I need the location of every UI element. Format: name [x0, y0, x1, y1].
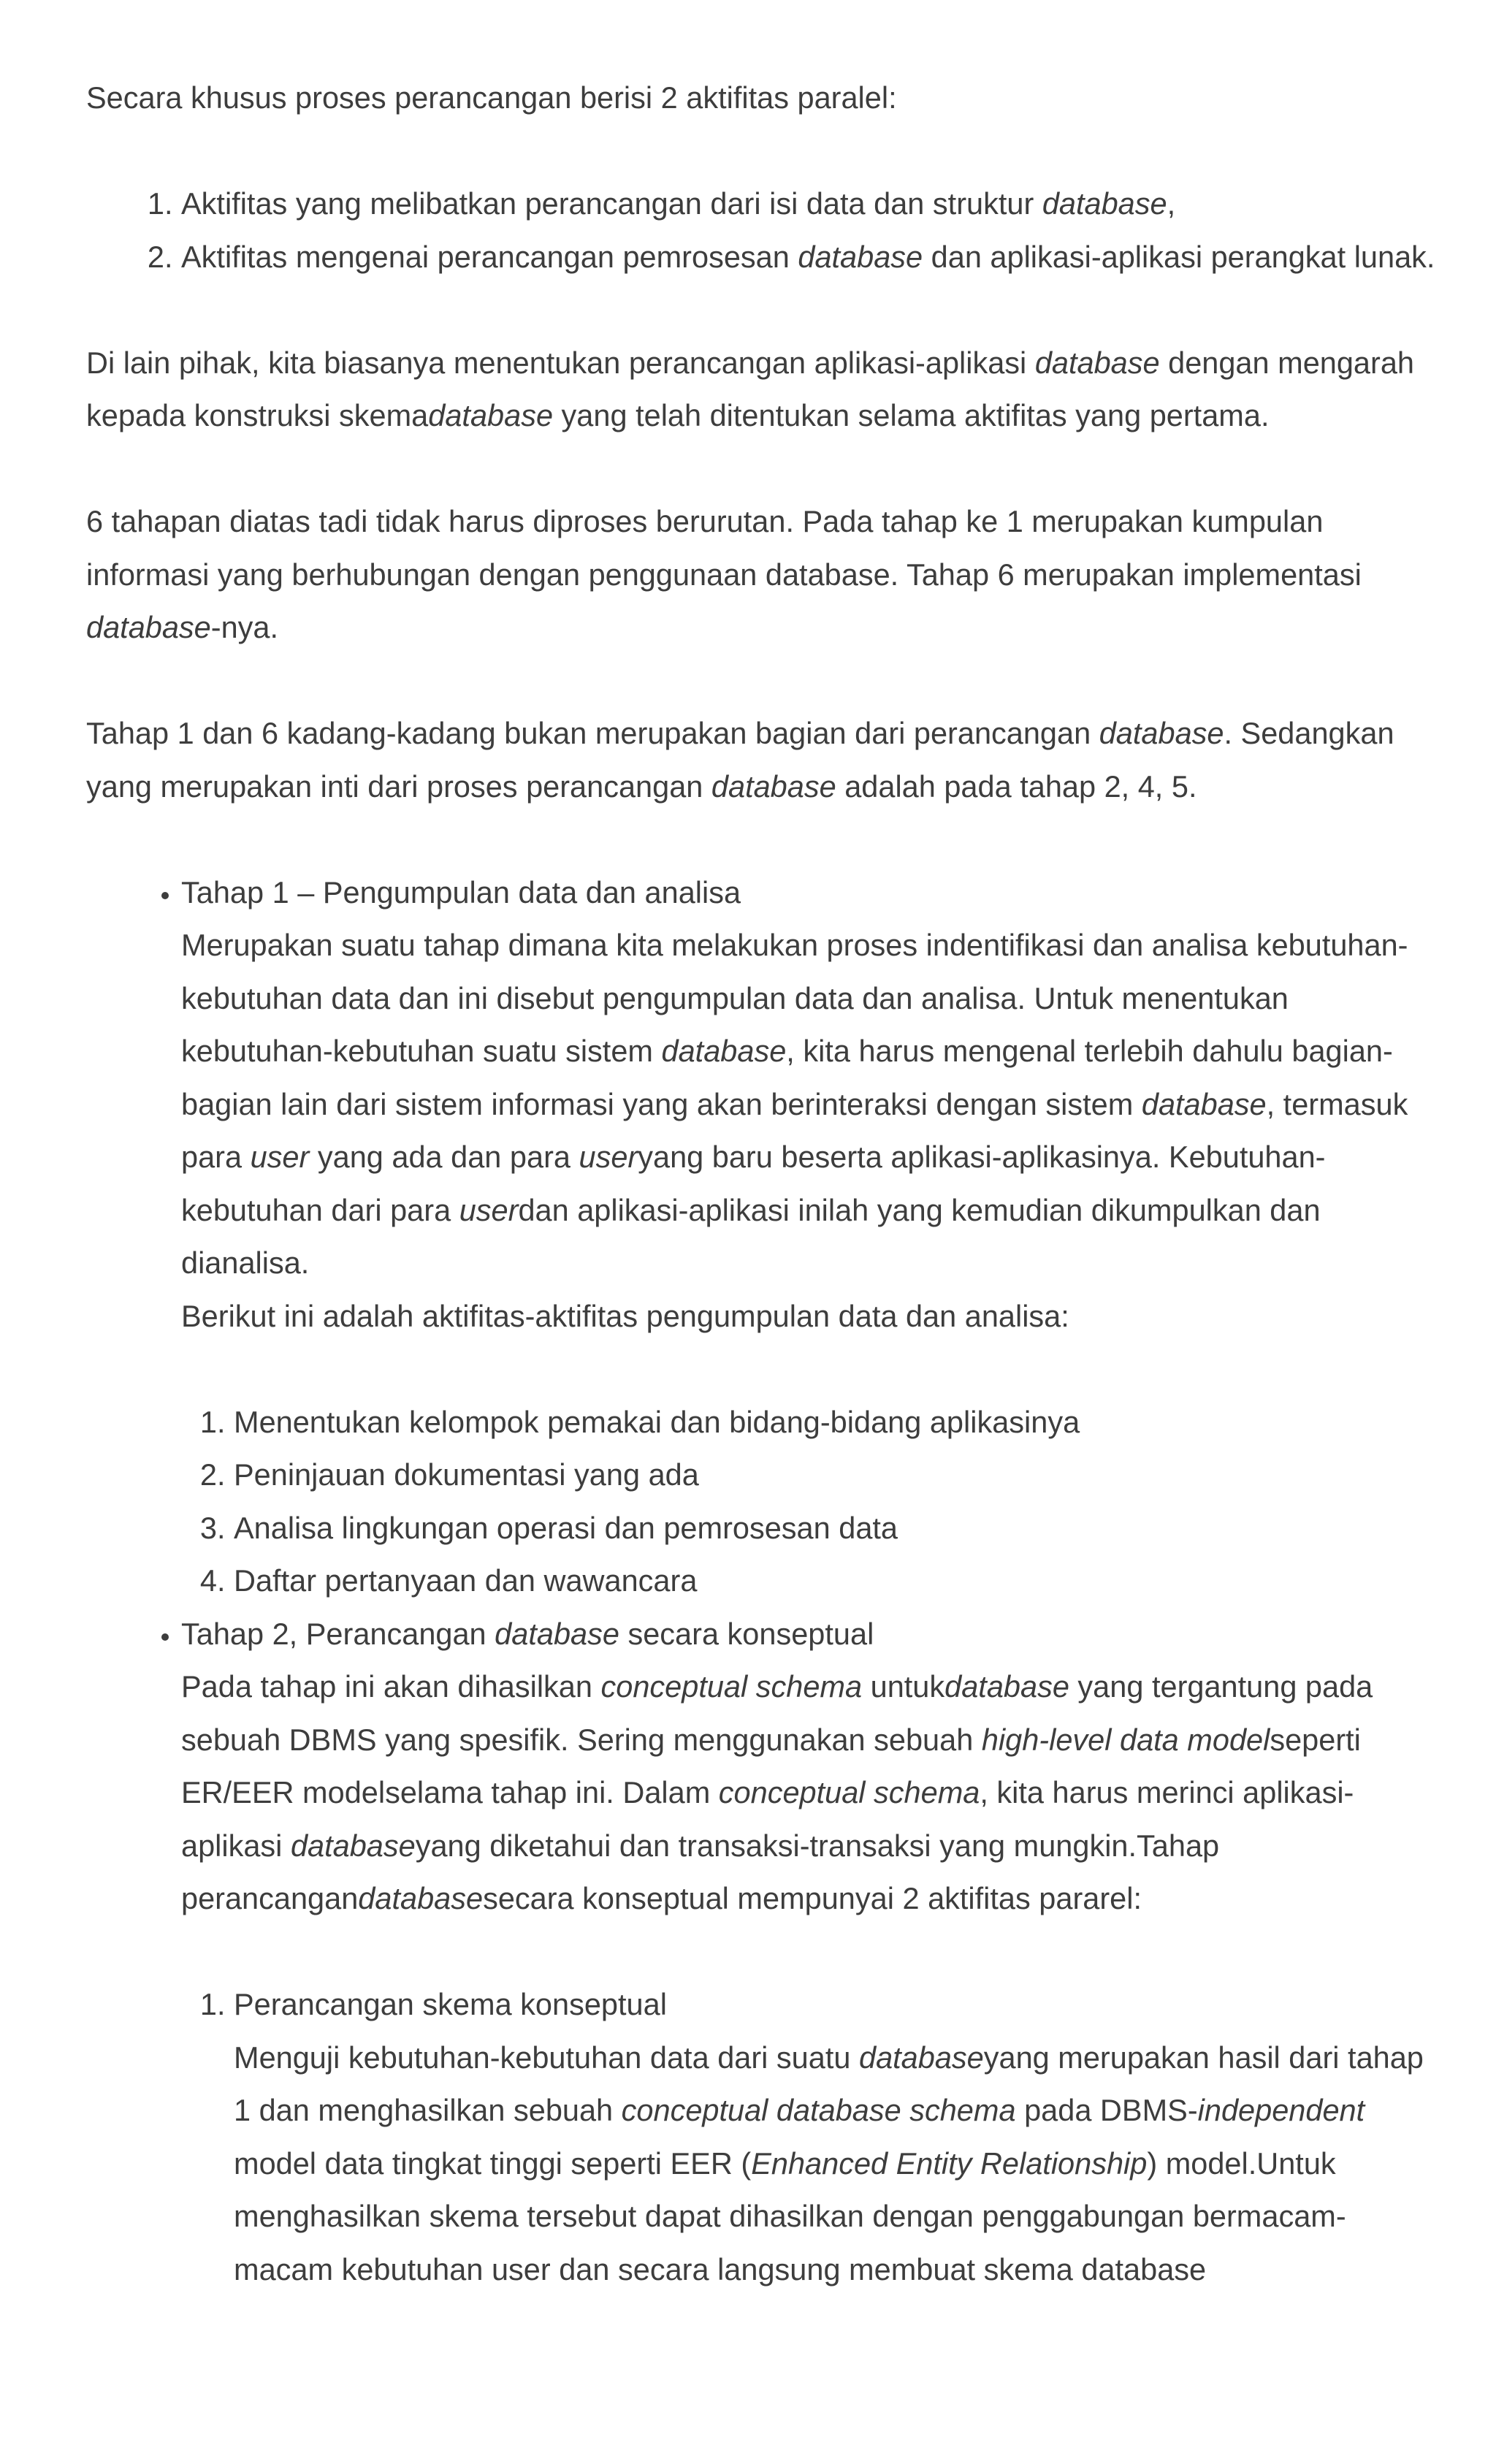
list-item: 3. Analisa lingkungan operasi dan pemrosesan data [234, 1502, 1438, 1555]
stage-item-1 [181, 866, 1438, 1608]
list-item: 4. Daftar pertanyaan dan wawancara [234, 1555, 1438, 1608]
sub-stage-description: Menguji kebutuhan-kebutuhan data dari suatu databaseyang merupakan hasil dari tahap 1 dan menghasilkan sebuah conceptual database schema pada DBMS-independent model data tingkat tinggi seperti EER (Enhanced Entity Relationship) model.Untuk menghasilkan skema tersebut dapat dihasilkan dengan penggabungan bermacam-macam kebutuhan user dan secara langsung membuat skema database [234, 2040, 1424, 2286]
list-item [234, 1978, 1438, 2296]
paragraph-design-application: Di lain pihak, kita biasanya menentukan perancangan aplikasi-aplikasi database dengan mengarah kepada konstruksi skemadatabase yang telah ditentukan selama aktifitas yang pertama. [86, 345, 1414, 432]
stage-description: Merupakan suatu tahap dimana kita melakukan proses indentifikasi dan analisa kebutuhan-kebutuhan data dan ini disebut pengumpulan data dan analisa. Untuk menentukan kebutuhan-kebutuhan suatu sistem database, kita harus mengenal terlebih dahulu bagian-bagian lain dari sistem informasi yang akan berinteraksi dengan sistem database, termasuk para user yang ada dan para useryang baru beserta aplikasi-aplikasinya. Kebutuhan-kebutuhan dari para userdan aplikasi-aplikasi inilah yang kemudian dikumpulkan dan dianalisa. [181, 928, 1408, 1280]
paragraph-core-stages: Tahap 1 dan 6 kadang-kadang bukan merupakan bagian dari perancangan database. Sedangkan yang merupakan inti dari proses perancangan database adalah pada tahap 2, 4, 5. [86, 716, 1394, 804]
conceptual-activities-list [181, 1978, 1438, 2296]
stages-list [86, 866, 1438, 2297]
list-item: 1. Aktifitas yang melibatkan perancangan dari isi data dan struktur database, [181, 178, 1438, 231]
stage-description: Pada tahap ini akan dihasilkan conceptual schema untukdatabase yang tergantung pada sebuah DBMS yang spesifik. Sering menggunakan sebuah high-level data modelseperti ER/EER modelselama tahap ini. Dalam conceptual schema, kita harus merinci aplikasi-aplikasi databaseyang diketahui dan transaksi-transaksi yang mungkin.Tahap perancangandatabasesecara konseptual mempunyai 2 aktifitas pararel: [181, 1669, 1373, 1915]
stage-item-2 [181, 1608, 1438, 2297]
stage-title: • Tahap 2, Perancangan database secara konseptual [181, 1616, 874, 1651]
activities-sublist [181, 1396, 1438, 1608]
stage-lead: Berikut ini adalah aktifitas-aktifitas pengumpulan data dan analisa: [181, 1298, 1069, 1333]
sub-stage-title: 1. Perancangan skema konseptual [234, 1987, 667, 2021]
article-body [86, 72, 1438, 2349]
list-item: 1. Menentukan kelompok pemakai dan bidang-bidang aplikasinya [234, 1396, 1438, 1449]
list-item: 2. Aktifitas mengenai perancangan pemrosesan database dan aplikasi-aplikasi perangkat lunak. [181, 231, 1438, 284]
paragraph-six-stages: 6 tahapan diatas tadi tidak harus diproses berurutan. Pada tahap ke 1 merupakan kumpulan informasi yang berhubungan dengan penggunaan database. Tahap 6 merupakan implementasi database-nya. [86, 504, 1362, 644]
stage-title: • Tahap 1 – Pengumpulan data dan analisa [181, 874, 741, 909]
list-item: 2. Peninjauan dokumentasi yang ada [234, 1449, 1438, 1502]
intro-paragraph: Secara khusus proses perancangan berisi 2 aktifitas paralel: [86, 80, 897, 115]
activities-list [86, 178, 1438, 283]
